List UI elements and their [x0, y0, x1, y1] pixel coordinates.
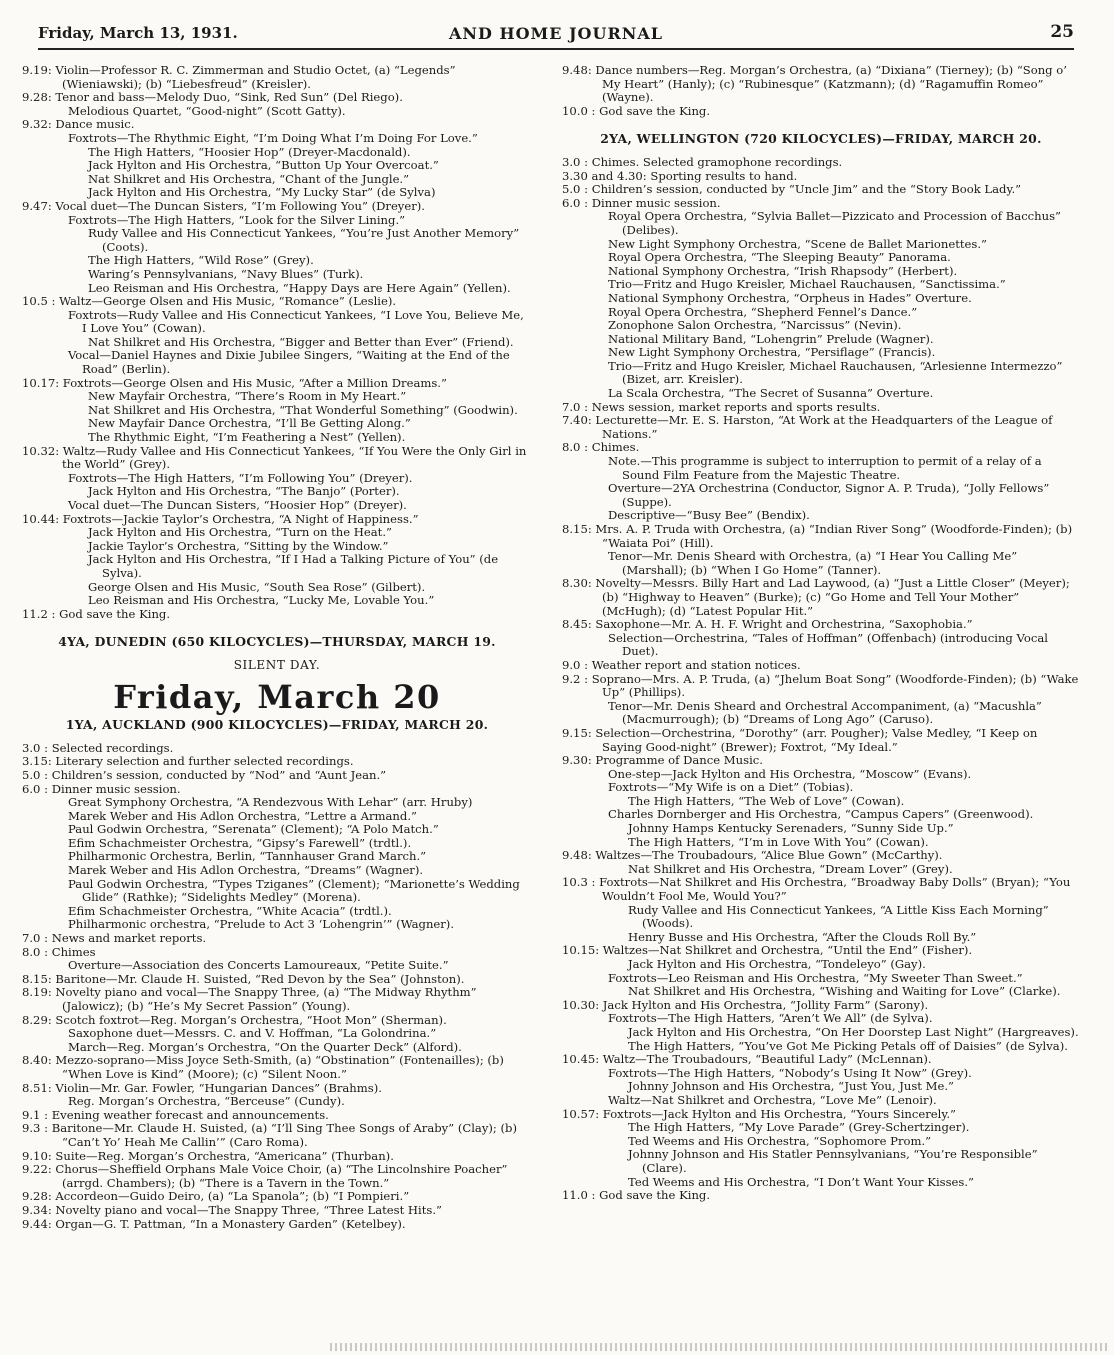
program-entry: 8.30: Novelty—Messrs. Billy Hart and Lad Laywood, (a) “Just a Little Closer” (Meyer); (b) “Highway to Heaven” (Burke); (c) “Go Home and Tell Your Mother” (McHugh); (d) “Latest Popular Hit.” [562, 576, 1070, 618]
issue-date: Friday, March 13, 1931. [38, 24, 238, 42]
program-entry: Foxtrots—Rudy Vallee and His Connecticut Yankees, “I Love You, Believe Me, I Love You” (Cowan). [68, 307, 524, 336]
program-entry: 9.2 : Soprano—Mrs. A. P. Truda, (a) “Jhelum Boat Song” (Woodforde-Finden); (b) “Wake Up” (Phillips). [562, 671, 1079, 700]
program-entry: Royal Opera Orchestra, “The Sleeping Beauty” Panorama. [608, 250, 951, 265]
program-entry: Trio—Fritz and Hugo Kreisler, Michael Rauchausen, “Sanctissima.” [608, 277, 1006, 292]
program-entry: Foxtrots—The High Hatters, “Nobody’s Using It Now” (Grey). [608, 1065, 972, 1080]
program-entry: Trio—Fritz and Hugo Kreisler, Michael Rauchausen, “Arlesienne Intermezzo” (Bizet, arr. Kreisler). [608, 358, 1063, 387]
program-entry: Overture—Association des Concerts Lamoureaux, “Petite Suite.” [68, 958, 449, 973]
left-column [22, 64, 532, 1231]
journal-title: AND HOME JOURNAL [448, 24, 664, 43]
program-entry: Reg. Morgan’s Orchestra, “Berceuse” (Cundy). [68, 1094, 345, 1109]
program-entry: Note.—This programme is subject to interruption to permit of a relay of a Sound Film Feature from the Majestic Theatre. [608, 454, 1042, 482]
program-entry: The High Hatters, “Hoosier Hop” (Dreyer-Macdonald). [88, 144, 411, 159]
program-entry: National Military Band, “Lohengrin” Prelude (Wagner). [608, 331, 934, 346]
program-entry: 7.0 : News and market reports. [22, 931, 207, 946]
program-entry: 8.40: Mezzo-soprano—Miss Joyce Seth-Smith, (a) “Obstination” (Fontenailles); (b) “When Love is Kind” (Moore); (c) “Silent Noon.” [22, 1053, 504, 1081]
program-entry: 7.40: Lecturette—Mr. E. S. Harston, “At Work at the Headquarters of the League of Nations.” [562, 413, 1053, 441]
program-entry: 8.29: Scotch foxtrot—Reg. Morgan’s Orchestra, “Hoot Mon” (Sherman). [22, 1012, 447, 1027]
program-entry: 10.30: Jack Hylton and His Orchestra, “Jollity Farm” (Sarony). [562, 997, 929, 1012]
auckland-listings [22, 742, 532, 1231]
program-entry: Great Symphony Orchestra, “A Rendezvous With Lehar” (arr. Hruby) [68, 795, 473, 810]
auckland-heading: 1YA, AUCKLAND (900 KILOCYCLES)—FRIDAY, MARCH 20. [65, 717, 489, 733]
program-entry: Johnny Johnson and His Statler Pennsylvanians, “You’re Responsible” (Clare). [628, 1147, 1038, 1175]
program-entry: Jack Hylton and His Orchestra, “If I Had a Talking Picture of You” (de Sylva). [88, 552, 499, 580]
program-entry: Leo Reisman and His Orchestra, “Happy Days are Here Again” (Yellen). [88, 280, 511, 295]
program-entry: Royal Opera Orchestra, “Shepherd Fennel’s Dance.” [608, 304, 918, 319]
program-entry: Descriptive—“Busy Bee” (Bendix). [608, 508, 810, 523]
program-entry: Efim Schachmeister Orchestra, “White Acacia” (trdtl.). [68, 903, 392, 918]
program-entry: 11.2 : God save the King. [22, 606, 171, 621]
program-entry: Marek Weber and His Adlon Orchestra, “Lettre a Armand.” [68, 808, 417, 823]
program-entry: Tenor—Mr. Denis Sheard and Orchestral Accompaniment, (a) “Macushla” (Macmurrough); (b) “Dreams of Long Ago” (Caruso). [608, 698, 1042, 727]
program-entry: 8.45: Saxophone—Mr. A. H. F. Wright and Orchestrina, “Saxophobia.” [562, 617, 973, 632]
program-entry: 3.0 : Selected recordings. [22, 740, 174, 755]
program-entry: 9.44: Organ—G. T. Pattman, “In a Monastery Garden” (Ketelbey). [22, 1216, 406, 1231]
program-entry: Jack Hylton and His Orchestra, “My Lucky Star” (de Sylva) [88, 185, 436, 200]
program-entry: Jack Hylton and His Orchestra, “The Banjo” (Porter). [88, 484, 400, 499]
left-top-listings [22, 64, 532, 621]
program-entry: Rudy Vallee and His Connecticut Yankees, “A Little Kiss Each Morning” (Woods). [628, 902, 1049, 931]
program-entry: 9.47: Vocal duet—The Duncan Sisters, “I’m Following You” (Dreyer). [22, 198, 425, 213]
program-entry: Foxtrots—The High Hatters, “Look for the Silver Lining.” [68, 212, 406, 227]
program-entry: 9.32: Dance music. [22, 117, 135, 132]
program-entry: 8.51: Violin—Mr. Gar. Fowler, “Hungarian Dances” (Brahms). [22, 1080, 382, 1095]
program-entry: Waltz—Nat Shilkret and Orchestra, “Love Me” (Lenoir). [608, 1092, 937, 1107]
page-header [38, 22, 1074, 50]
program-entry: The High Hatters, “I’m in Love With You” (Cowan). [628, 834, 929, 849]
program-entry: National Symphony Orchestra, “Irish Rhapsody” (Herbert). [608, 263, 958, 278]
program-entry: Jackie Taylor’s Orchestra, “Sitting by the Window.” [88, 538, 389, 553]
program-entry: 10.57: Foxtrots—Jack Hylton and His Orchestra, “Yours Sincerely.” [562, 1106, 956, 1121]
program-entry: New Light Symphony Orchestra, “Persiflage” (Francis). [608, 345, 936, 360]
program-entry: Zonophone Salon Orchestra, “Narcissus” (Nevin). [608, 318, 902, 333]
program-entry: Vocal duet—The Duncan Sisters, “Hoosier Hop” (Dreyer). [68, 498, 407, 512]
program-entry: 5.0 : Children’s session, conducted by “Nod” and “Aunt Jean.” [22, 767, 387, 782]
program-entry: 9.34: Novelty piano and vocal—The Snappy Three, “Three Latest Hits.” [22, 1202, 442, 1217]
page-number: 25 [1050, 22, 1074, 42]
program-entry: 10.32: Waltz—Rudy Vallee and His Connecticut Yankees, “If You Were the Only Girl in the World” (Grey). [22, 443, 527, 472]
program-entry: Jack Hylton and His Orchestra, “Tondeleyo” (Gay). [628, 957, 926, 971]
program-entry: 8.19: Novelty piano and vocal—The Snappy Three, (a) “The Midway Rhythm” (Jalowicz); (b) “He’s My Secret Passion” (Young). [22, 985, 477, 1013]
program-entry: 10.3 : Foxtrots—Nat Shilkret and His Orchestra, “Broadway Baby Dolls” (Bryan); “You Wouldn’t Fool Me, Would You?” [562, 875, 1071, 904]
program-entry: Henry Busse and His Orchestra, “After the Clouds Roll By.” [628, 929, 977, 944]
program-entry: 3.15: Literary selection and further selected recordings. [22, 754, 354, 769]
program-entry: Jack Hylton and His Orchestra, “Button Up Your Overcoat.” [88, 158, 439, 173]
program-entry: Johnny Johnson and His Orchestra, “Just You, Just Me.” [628, 1079, 954, 1094]
program-entry: 9.48: Waltzes—The Troubadours, “Alice Blue Gown” (McCarthy). [562, 848, 943, 863]
program-entry: 6.0 : Dinner music session. [22, 781, 181, 796]
program-entry: La Scala Orchestra, “The Secret of Susanna” Overture. [608, 386, 934, 401]
program-entry: 8.0 : Chimes. [562, 440, 640, 455]
program-entry: 6.0 : Dinner music session. [562, 195, 721, 210]
program-entry: Paul Godwin Orchestra, “Types Tziganes” (Clement); “Marionette’s Wedding Glide” (Rathke); “Sidelights Medley” (Morena). [68, 876, 520, 905]
program-entry: Nat Shilkret and His Orchestra, “Dream Lover” (Grey). [628, 861, 953, 876]
day-heading: Friday, March 20 [113, 677, 441, 716]
program-entry: New Mayfair Dance Orchestra, “I’ll Be Getting Along.” [88, 416, 411, 431]
program-entry: 9.15: Selection—Orchestrina, “Dorothy” (arr. Pougher); Valse Medley, “I Keep on Saying Good-night” (Brewer); Foxtrot, “My Ideal.” [562, 725, 1038, 754]
program-entry: New Light Symphony Orchestra, “Scene de Ballet Marionettes.” [608, 236, 987, 251]
right-top-listings [562, 64, 1080, 118]
program-entry: 3.30 and 4.30: Sporting results to hand. [562, 168, 798, 183]
program-entry: 9.28: Accordeon—Guido Deiro, (a) “La Spanola”; (b) “I Pompieri.” [22, 1189, 410, 1204]
program-entry: 8.15: Mrs. A. P. Truda with Orchestra, (a) “Indian River Song” (Woodforde-Finden); (b) “Waiata Poi” (Hill). [562, 522, 1073, 550]
program-entry: 9.48: Dance numbers—Reg. Morgan’s Orchestra, (a) “Dixiana” (Tierney); (b) “Song o’ My Heart” (Hanly); (c) “Rubinesque” (Katzmann); (d) “Ragamuffin Romeo” (Wayne). [562, 63, 1067, 105]
program-entry: Johnny Hamps Kentucky Serenaders, “Sunny Side Up.” [628, 821, 954, 836]
program-entry: Foxtrots—The Rhythmic Eight, “I’m Doing What I’m Doing For Love.” [68, 130, 478, 145]
program-entry: Melodious Quartet, “Good-night” (Scott Gatty). [68, 103, 346, 118]
wellington-listings [562, 156, 1080, 1203]
program-entry: 11.0 : God save the King. [562, 1188, 711, 1203]
program-entry: 9.30: Programme of Dance Music. [562, 753, 763, 768]
program-entry: 5.0 : Children’s session, conducted by “Uncle Jim” and the “Story Book Lady.” [562, 182, 1022, 197]
dunedin-heading: 4YA, DUNEDIN (650 KILOCYCLES)—THURSDAY, MARCH 19. [58, 634, 496, 650]
program-entry: 3.0 : Chimes. Selected gramophone recordings. [562, 154, 843, 169]
program-entry: Waring’s Pennsylvanians, “Navy Blues” (Turk). [88, 266, 364, 281]
program-entry: Philharmonic orchestra, “Prelude to Act 3 ‘Lohengrin’” (Wagner). [68, 917, 455, 932]
program-entry: Tenor—Mr. Denis Sheard with Orchestra, (a) “I Hear You Calling Me” (Marshall); (b) “When I Go Home” (Tanner). [608, 549, 1018, 577]
program-entry: Efim Schachmeister Orchestra, “Gipsy’s Farewell” (trdtl.). [68, 835, 412, 850]
program-entry: Ted Weems and His Orchestra, “Sophomore Prom.” [628, 1133, 932, 1148]
program-entry: Foxtrots—The High Hatters, “I’m Following You” (Dreyer). [68, 470, 413, 485]
program-entry: March—Reg. Morgan’s Orchestra, “On the Quarter Deck” (Alford). [68, 1039, 462, 1054]
program-entry: Jack Hylton and His Orchestra, “On Her Doorstep Last Night” (Hargreaves). [628, 1024, 1079, 1039]
program-entry: Saxophone duet—Messrs. C. and V. Hoffman, “La Golondrina.” [68, 1026, 437, 1041]
program-entry: 10.5 : Waltz—George Olsen and His Music, “Romance” (Leslie). [22, 294, 397, 309]
program-entry: Rudy Vallee and His Connecticut Yankees, “You’re Just Another Memory” (Coots). [88, 226, 520, 254]
program-entry: 9.10: Suite—Reg. Morgan’s Orchestra, “Americana” (Thurban). [22, 1148, 394, 1163]
program-entry: The High Hatters, “Wild Rose” (Grey). [88, 253, 314, 268]
right-column [562, 64, 1080, 1203]
program-entry: 10.15: Waltzes—Nat Shilkret and Orchestra, “Until the End” (Fisher). [562, 943, 973, 958]
program-entry: Foxtrots—The High Hatters, “Aren’t We All” (de Sylva). [608, 1011, 933, 1026]
program-entry: Leo Reisman and His Orchestra, “Lucky Me, Lovable You.” [88, 593, 435, 608]
program-entry: Selection—Orchestrina, “Tales of Hoffman” (Offenbach) (introducing Vocal Duet). [608, 630, 1048, 659]
program-entry: New Mayfair Orchestra, “There’s Room in My Heart.” [88, 389, 407, 404]
program-entry: 9.22: Chorus—Sheffield Orphans Male Voice Choir, (a) “The Lincolnshire Poacher” (arrgd. Chambers); (b) “There is a Tavern in the Town.” [22, 1162, 508, 1190]
program-entry: One-step—Jack Hylton and His Orchestra, “Moscow” (Evans). [608, 766, 972, 781]
program-entry: 8.0 : Chimes [22, 944, 96, 959]
program-entry: Foxtrots—Leo Reisman and His Orchestra, “My Sweeter Than Sweet.” [608, 970, 1023, 985]
program-entry: The High Hatters, “You’ve Got Me Picking Petals off of Daisies” (de Sylva). [628, 1038, 1068, 1053]
program-entry: 9.3 : Baritone—Mr. Claude H. Suisted, (a) “I’ll Sing Thee Songs of Araby” (Clay); (b) “Can’t Yo’ Heah Me Callin’” (Caro Roma). [22, 1121, 517, 1149]
program-entry: Marek Weber and His Adlon Orchestra, “Dreams” (Wagner). [68, 863, 424, 878]
program-entry: 10.17: Foxtrots—George Olsen and His Music, “After a Million Dreams.” [22, 375, 447, 390]
program-entry: Royal Opera Orchestra, “Sylvia Ballet—Pizzicato and Procession of Bacchus” (Delibes). [608, 209, 1061, 237]
program-entry: 10.0 : God save the King. [562, 103, 711, 118]
program-entry: The High Hatters, “My Love Parade” (Grey-Schertzinger). [628, 1120, 970, 1135]
program-entry: Paul Godwin Orchestra, “Serenata” (Clement); “A Polo Match.” [68, 822, 439, 837]
scan-edge [330, 1343, 1110, 1351]
program-entry: Nat Shilkret and His Orchestra, “Chant of the Jungle.” [88, 171, 410, 186]
program-entry: 9.0 : Weather report and station notices. [562, 657, 801, 672]
program-entry: The Rhythmic Eight, “I’m Feathering a Nest” (Yellen). [88, 430, 406, 445]
wellington-heading: 2YA, WELLINGTON (720 KILOCYCLES)—FRIDAY, MARCH 20. [600, 131, 1042, 147]
program-entry: 8.15: Baritone—Mr. Claude H. Suisted, “Red Devon by the Sea” (Johnston). [22, 971, 465, 986]
dunedin-note: SILENT DAY. [233, 657, 321, 672]
program-entry: Nat Shilkret and His Orchestra, “Bigger and Better than Ever” (Friend). [88, 334, 514, 349]
program-entry: Nat Shilkret and His Orchestra, “That Wonderful Something” (Goodwin). [88, 402, 518, 417]
program-entry: 10.44: Foxtrots—Jackie Taylor’s Orchestra, “A Night of Happiness.” [22, 511, 419, 526]
program-entry: 7.0 : News session, market reports and sports results. [562, 399, 881, 414]
program-entry: Foxtrots—“My Wife is on a Diet” (Tobias). [608, 780, 854, 795]
program-entry: Ted Weems and His Orchestra, “I Don’t Want Your Kisses.” [628, 1174, 974, 1189]
program-entry: The High Hatters, “The Web of Love” (Cowan). [628, 793, 905, 808]
program-entry: Philharmonic Orchestra, Berlin, “Tannhauser Grand March.” [68, 849, 427, 864]
program-entry: National Symphony Orchestra, “Orpheus in Hades” Overture. [608, 290, 972, 305]
program-entry: 9.19: Violin—Professor R. C. Zimmerman and Studio Octet, (a) “Legends” (Wieniawski); (b) “Liebesfreud” (Kreisler). [22, 63, 456, 91]
program-entry: Overture—2YA Orchestrina (Conductor, Signor A. P. Truda), “Jolly Fellows” (Suppe). [608, 481, 1050, 509]
program-entry: Nat Shilkret and His Orchestra, “Wishing and Waiting for Love” (Clarke). [628, 984, 1061, 999]
program-entry: 9.1 : Evening weather forecast and announcements. [22, 1107, 329, 1122]
program-entry: Vocal—Daniel Haynes and Dixie Jubilee Singers, “Waiting at the End of the Road” (Berlin). [68, 348, 510, 377]
program-entry: Charles Dornberger and His Orchestra, “Campus Capers” (Greenwood). [608, 807, 1034, 822]
program-entry: Jack Hylton and His Orchestra, “Turn on the Heat.” [88, 525, 392, 540]
program-entry: 9.28: Tenor and bass—Melody Duo, “Sink, Red Sun” (Del Riego). [22, 90, 403, 105]
program-entry: 10.45: Waltz—The Troubadours, “Beautiful Lady” (McLennan). [562, 1052, 932, 1067]
program-entry: George Olsen and His Music, “South Sea Rose” (Gilbert). [88, 579, 426, 594]
